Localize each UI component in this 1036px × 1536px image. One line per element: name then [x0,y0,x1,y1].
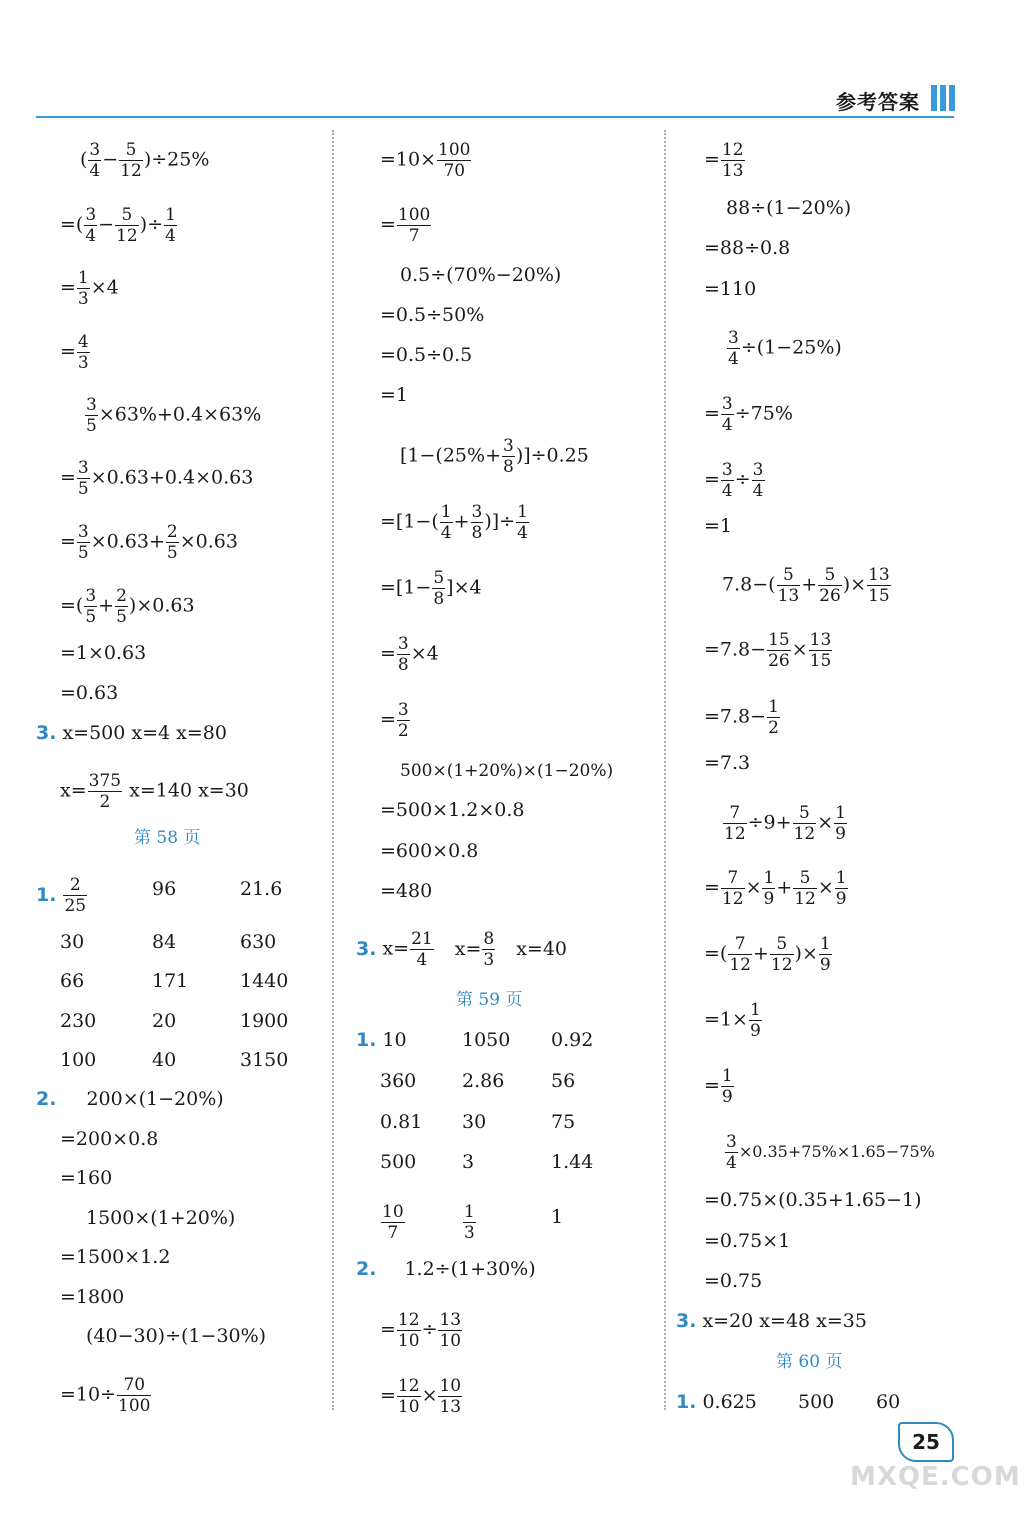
expr-line: = $\frac{3}{4}$ ÷75% [704,394,793,435]
expr-line: = $\frac{100}{7}$ [380,205,431,246]
answer-cell: 3150 [240,1049,289,1071]
expr-line: =600×0.8 [380,840,479,862]
page-heading: 第 58 页 [134,828,201,848]
expr-line: 500×(1+20%)×(1−20%) [400,761,614,781]
answer-cell: 2.86 [462,1070,505,1092]
expr-line: =200×0.8 [60,1128,159,1150]
column-divider [664,130,666,1410]
question-3-line: 3. x= $\frac{21}{4}$ x= $\frac{8}{3}$ x=40 [356,929,568,970]
expr-line: = $\frac{7}{12}$ × $\frac{1}{9}$ + $\frac{5}{12}$ × $\frac{1}{9}$ [704,868,847,909]
expr-line: =1 [704,515,733,537]
expr-line: =10÷ $\frac{70}{100}$ [60,1375,151,1416]
question-2-line: 2. 200×(1−20%) [36,1088,224,1110]
page-heading: 第 60 页 [776,1352,843,1372]
expr-line: = $\frac{3}{5}$ ×0.63+ $\frac{2}{5}$ ×0.63 [60,522,238,563]
answer-cell: 171 [152,970,189,992]
expr-line: = $\frac{3}{2}$ [380,700,409,741]
header-bars-decoration [931,85,958,115]
expr-line: =7.3 [704,752,751,774]
expr-line: [1−(25%+ $\frac{3}{8}$ )]÷0.25 [400,436,589,477]
expr-line: =0.75 [704,1270,763,1292]
expr-line: $\frac{3}{4}$ ÷(1−25%) [728,328,842,369]
expr-line: (40−30)÷(1−30%) [86,1325,267,1347]
answer-cell: 1050 [462,1029,511,1051]
answer-cell: 3 [462,1151,475,1173]
answer-cell: 1900 [240,1010,289,1032]
question-3-line: 3. x=20 x=48 x=35 [676,1310,867,1332]
expr-line: =160 [60,1167,113,1189]
expr-line: = $\frac{3}{8}$ ×4 [380,634,439,675]
expr-line: = $\frac{1}{9}$ [704,1066,733,1107]
answer-cell: 30 [462,1111,487,1133]
expr-line: =10× $\frac{100}{70}$ [380,140,471,181]
expr-line: = $\frac{12}{10}$ × $\frac{10}{13}$ [380,1376,462,1417]
answer-cell: 40 [152,1049,177,1071]
page-heading: 第 59 页 [456,990,523,1010]
expr-line: =110 [704,278,757,300]
expr-line: =( $\frac{7}{12}$ + $\frac{5}{12}$ )× $\frac{1}{9}$ [704,934,831,975]
expr-line: =0.63 [60,682,119,704]
answer-cell: 30 [60,931,85,953]
answer-cell: 360 [380,1070,417,1092]
expr-line: =1 [380,384,409,406]
header-rule [36,116,954,118]
answer-row: 1. 10 [356,1029,407,1051]
answer-cell: 56 [551,1070,576,1092]
expr-line: =0.75×(0.35+1.65−1) [704,1189,922,1211]
expr-line: =480 [380,880,433,902]
expr-line: =7.8− $\frac{15}{26}$ × $\frac{13}{15}$ [704,630,832,671]
expr-line: = $\frac{3}{4}$ ÷ $\frac{3}{4}$ [704,460,764,501]
expr-line: =( $\frac{3}{4}$ − $\frac{5}{12}$ )÷ $\frac{1}{4}$ [60,205,176,246]
expr-line: $\frac{3}{4}$ ×0.35+75%×1.65−75% [726,1132,935,1173]
answer-cell: 75 [551,1111,576,1133]
expr-line: 88÷(1−20%) [726,197,852,219]
expr-line: 7.8−( $\frac{5}{13}$ + $\frac{5}{26}$ )× $\frac{13}{15}$ [722,565,890,606]
answer-cell: 21.6 [240,878,283,900]
expr-line: $\frac{3}{5}$ ×63%+0.4×63% [86,395,262,436]
expr-line: =88÷0.8 [704,237,791,259]
expr-line: = $\frac{3}{5}$ ×0.63+0.4×0.63 [60,458,254,499]
column-divider [332,130,334,1410]
answer-cell: 1 [551,1206,564,1228]
expr-line: =1×0.63 [60,642,147,664]
question-3-line: 3. x=500 x=4 x=80 [36,722,227,744]
answer-cell: $\frac{1}{3}$ [464,1202,475,1243]
answer-cell: 66 [60,970,85,992]
expr-line: ( $\frac{3}{4}$ − $\frac{5}{12}$ )÷25% [80,140,210,181]
answer-cell: 230 [60,1010,97,1032]
answer-cell: 500 [798,1391,835,1413]
expr-line: =1× $\frac{1}{9}$ [704,1000,761,1041]
answer-cell: 0.81 [380,1111,423,1133]
header-title: 参考答案 [836,90,920,114]
answer-cell: 630 [240,931,277,953]
expr-line: = $\frac{1}{3}$ ×4 [60,268,119,309]
expr-line: $\frac{7}{12}$ ÷9+ $\frac{5}{12}$ × $\frac{1}{9}$ [724,803,846,844]
answer-cell: 100 [60,1049,97,1071]
answer-cell: 20 [152,1010,177,1032]
expr-line: =500×1.2×0.8 [380,799,525,821]
page-header [0,0,1036,120]
answer-row: 1. 0.625 [676,1391,757,1413]
expr-line: =[1− $\frac{5}{8}$ ]×4 [380,568,482,609]
expr-line: = $\frac{12}{10}$ ÷ $\frac{13}{10}$ [380,1310,462,1351]
question-2-line: 2. 1.2÷(1+30%) [356,1258,536,1280]
expr-line: =0.5÷0.5 [380,344,473,366]
expr-line: 1500×(1+20%) [86,1207,236,1229]
expr-line: =1800 [60,1286,125,1308]
answer-cell: 96 [152,878,177,900]
expr-line: 0.5÷(70%−20%) [400,264,562,286]
answer-row: 1. $\frac{2}{25}$ [36,875,87,916]
expr-line: =7.8− $\frac{1}{2}$ [704,697,779,738]
expr-line: =[1−( $\frac{1}{4}$ + $\frac{3}{8}$ )]÷ $\frac{1}{4}$ [380,502,528,543]
expr-line: =( $\frac{3}{5}$ + $\frac{2}{5}$ )×0.63 [60,586,195,627]
answer-cell: 1440 [240,970,289,992]
answer-cell: 84 [152,931,177,953]
watermark: MXQE.COM [850,1462,1021,1492]
expr-line: =0.75×1 [704,1230,791,1252]
expr-line: = $\frac{4}{3}$ [60,332,89,373]
expr-line: =1500×1.2 [60,1246,171,1268]
answer-cell: 1.44 [551,1151,594,1173]
expr-line: =0.5÷50% [380,304,485,326]
expr-line: = $\frac{12}{13}$ [704,140,744,181]
answer-cell: 0.92 [551,1029,594,1051]
answer-cell: 500 [380,1151,417,1173]
answer-cell: 60 [876,1391,901,1413]
page-number: 25 [898,1422,954,1462]
expr-line: x= $\frac{375}{2}$ x=140 x=30 [60,771,249,812]
answer-cell: $\frac{10}{7}$ [382,1202,404,1243]
